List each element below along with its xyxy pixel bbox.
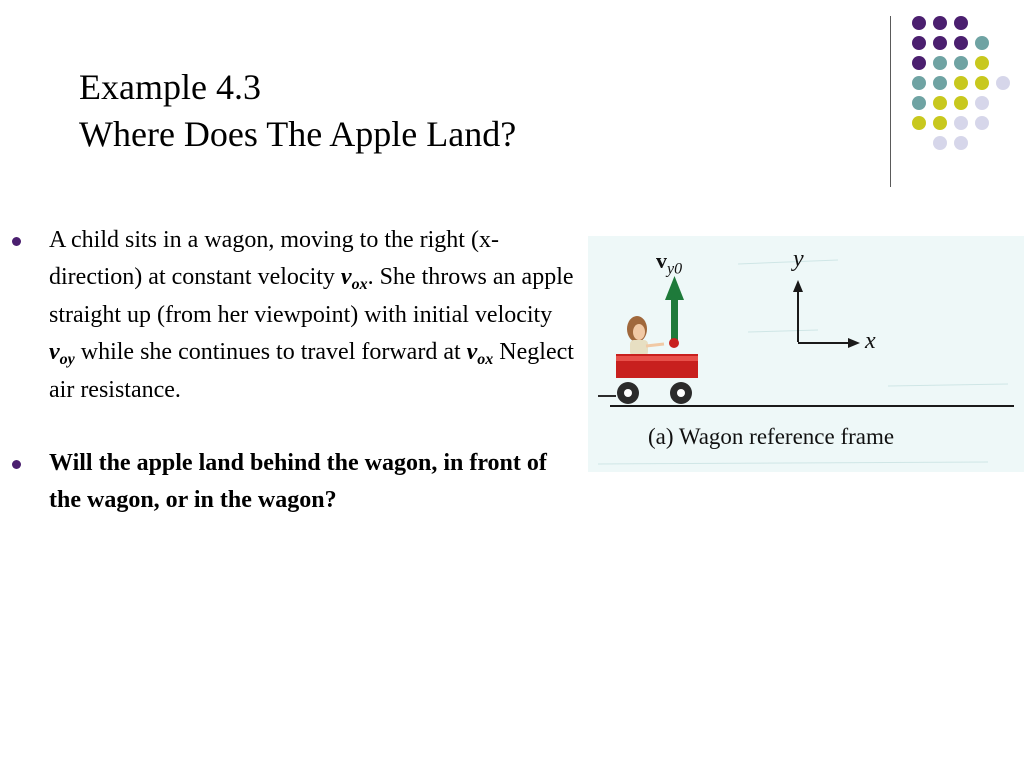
title-line-1: Example 4.3 [79, 67, 261, 107]
decorative-dot [975, 116, 989, 130]
decorative-dot [975, 76, 989, 90]
velocity-main: v [340, 264, 352, 291]
bullet-text-part: . She throws an apple straight up (from her viewpoint) with initial velocity [49, 264, 574, 328]
bullet-dot-icon [12, 460, 21, 469]
decorative-dot [933, 36, 947, 50]
velocity-subscript: ox [351, 276, 368, 294]
decorative-dot [912, 96, 926, 110]
bullet-text-part: A child sits in a wagon, moving to the right (x-direction) at constant velocity [49, 227, 499, 291]
y-axis-label: y [793, 246, 804, 272]
velocity-label-sub: y0 [667, 260, 683, 278]
figure-caption: (a) Wagon reference frame [648, 424, 895, 449]
bullet-list [12, 222, 582, 520]
child-figure [627, 316, 664, 356]
decorative-dot [933, 76, 947, 90]
decorative-dot [954, 56, 968, 70]
wagon-figure [588, 236, 1024, 472]
bullet-dot-icon [12, 237, 21, 246]
title-line-2: Where Does The Apple Land? [79, 114, 517, 154]
decorative-dot [975, 36, 989, 50]
bullet-text-part: Neglect air resistance. [49, 339, 574, 403]
decorative-dot [933, 136, 947, 150]
decorative-dot [975, 56, 989, 70]
decorative-dot [954, 96, 968, 110]
decorative-dot [954, 136, 968, 150]
question-text: Will the apple land behind the wagon, in front of the wagon, or in the wagon? [49, 450, 547, 514]
decorative-dot [933, 16, 947, 30]
decorative-dot [996, 76, 1010, 90]
bullet-item-question [12, 445, 582, 520]
velocity-main: v [466, 339, 478, 366]
decorative-dot [933, 116, 947, 130]
bullet-text-part: while she continues to travel forward at [74, 339, 467, 366]
decorative-dot [954, 36, 968, 50]
velocity-main: v [49, 339, 60, 366]
velocity-arrow [665, 276, 684, 348]
velocity-subscript: ox [477, 351, 494, 369]
slide-title [79, 64, 516, 158]
red-wagon [598, 354, 698, 404]
decorative-dot [954, 76, 968, 90]
velocity-label-main: v [656, 248, 667, 273]
title-divider-line [890, 16, 891, 187]
decorative-dot [912, 16, 926, 30]
velocity-label [656, 248, 682, 278]
x-axis-label: x [865, 328, 876, 354]
velocity-subscript: oy [59, 351, 75, 369]
velocity-symbol [466, 339, 494, 369]
velocity-symbol [340, 264, 368, 294]
decorative-dot [912, 116, 926, 130]
velocity-symbol [49, 339, 75, 369]
decorative-dot [912, 76, 926, 90]
decorative-dot [933, 96, 947, 110]
decorative-dot [975, 96, 989, 110]
decorative-dot [933, 56, 947, 70]
decorative-dot [912, 56, 926, 70]
decorative-dot [912, 36, 926, 50]
decorative-dot [954, 16, 968, 30]
decorative-dot [954, 116, 968, 130]
coordinate-axes [793, 280, 860, 348]
bullet-item-scenario [12, 222, 582, 409]
